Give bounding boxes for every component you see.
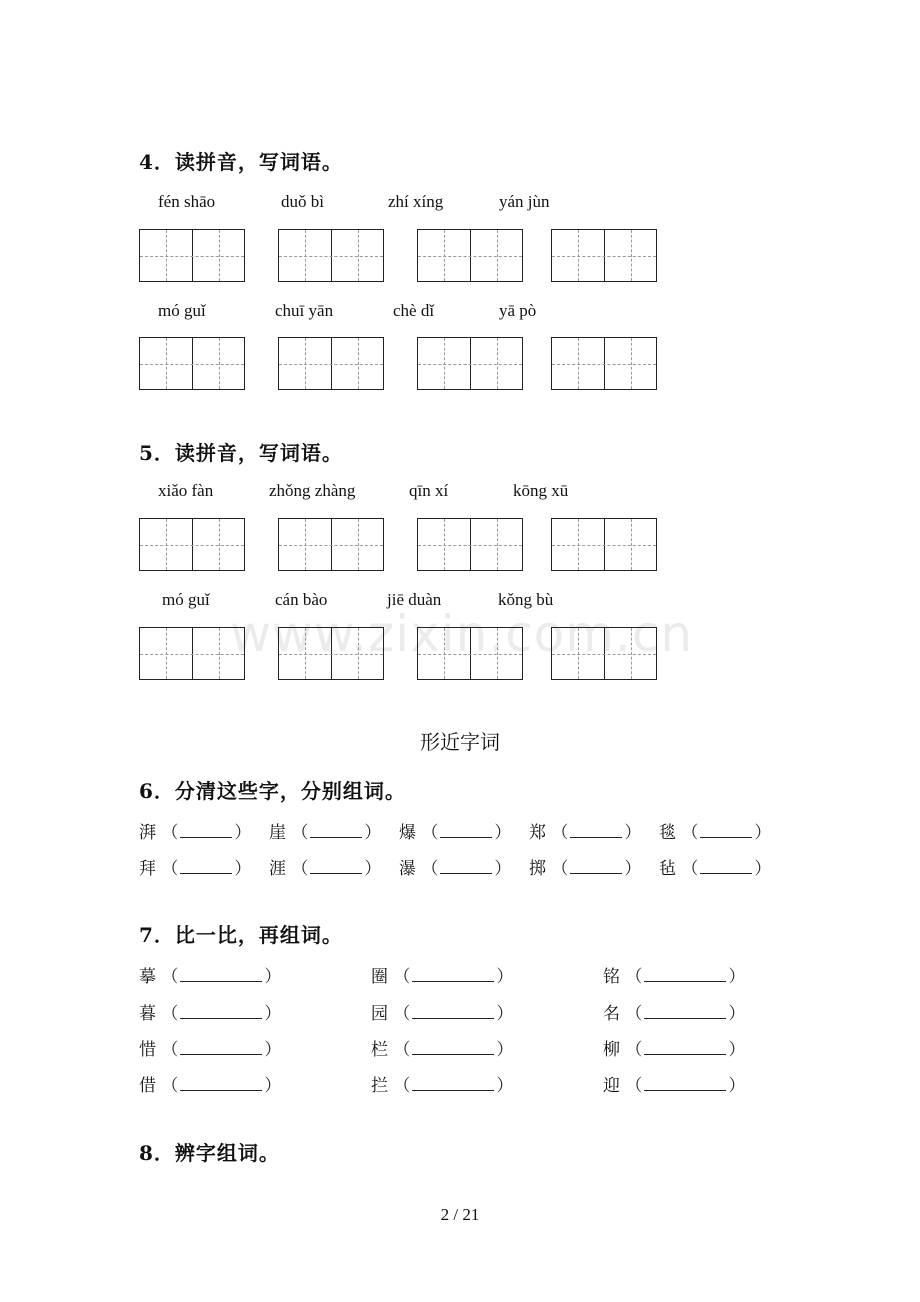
char-item: 湃 （ ） <box>139 823 252 843</box>
question-6-title: 6．分清这些字，分别组词。 <box>139 779 406 803</box>
answer-blank[interactable] <box>180 1040 262 1055</box>
char: 毡 <box>659 859 676 879</box>
answer-blank[interactable] <box>412 1040 494 1055</box>
writing-box[interactable] <box>278 337 384 390</box>
char: 掷 <box>529 859 546 879</box>
answer-blank[interactable] <box>440 859 492 874</box>
answer-blank[interactable] <box>412 967 494 982</box>
answer-blank[interactable] <box>412 1004 494 1019</box>
char: 拜 <box>139 859 156 879</box>
char-item: 崖 （ ） <box>269 823 382 843</box>
char: 崖 <box>269 823 286 843</box>
writing-box[interactable] <box>551 229 657 282</box>
pinyin-label: fén shāo <box>158 192 216 211</box>
char-item: 栏 （ ） <box>371 1040 514 1060</box>
question-8-title: 8．辨字组词。 <box>139 1141 280 1165</box>
char-item: 爆 （ ） <box>399 823 512 843</box>
char-item: 名 （ ） <box>603 1004 746 1024</box>
writing-box[interactable] <box>417 229 523 282</box>
char: 园 <box>371 1004 388 1024</box>
pinyin-label: zhǒng zhàng <box>269 481 356 500</box>
answer-blank[interactable] <box>310 823 362 838</box>
char-item: 铭 （ ） <box>603 967 746 987</box>
writing-box[interactable] <box>417 337 523 390</box>
pinyin-label: kōng xū <box>513 481 569 500</box>
char-item: 圈 （ ） <box>371 967 514 987</box>
char: 借 <box>139 1076 156 1096</box>
section-title: 形近字词 <box>420 730 500 754</box>
char: 湃 <box>139 823 156 843</box>
char: 铭 <box>603 967 620 987</box>
answer-blank[interactable] <box>180 1004 262 1019</box>
char-item: 拜 （ ） <box>139 859 252 879</box>
question-7-title: 7．比一比，再组词。 <box>139 923 343 947</box>
char-item: 园 （ ） <box>371 1004 514 1024</box>
char-item: 借 （ ） <box>139 1076 282 1096</box>
answer-blank[interactable] <box>412 1076 494 1091</box>
pinyin-label: jiē duàn <box>387 590 442 609</box>
char-item: 惜 （ ） <box>139 1040 282 1060</box>
char: 栏 <box>371 1040 388 1060</box>
question-5-title: 5．读拼音，写词语。 <box>139 441 343 465</box>
char-item: 郑 （ ） <box>529 823 642 843</box>
pinyin-label: yán jùn <box>499 192 550 211</box>
answer-blank[interactable] <box>644 1076 726 1091</box>
writing-box[interactable] <box>551 337 657 390</box>
char: 迎 <box>603 1076 620 1096</box>
page-number: 2 / 21 <box>440 1205 480 1224</box>
answer-blank[interactable] <box>180 1076 262 1091</box>
pinyin-label: qīn xí <box>409 481 449 500</box>
pinyin-label: xiǎo fàn <box>158 481 214 500</box>
answer-blank[interactable] <box>440 823 492 838</box>
watermark: www.zixin.com.cn <box>230 605 694 663</box>
writing-box[interactable] <box>551 627 657 680</box>
char: 名 <box>603 1004 620 1024</box>
pinyin-label: cán bào <box>275 590 328 609</box>
writing-box[interactable] <box>278 627 384 680</box>
answer-blank[interactable] <box>644 1004 726 1019</box>
char: 圈 <box>371 967 388 987</box>
answer-blank[interactable] <box>644 967 726 982</box>
char: 暮 <box>139 1004 156 1024</box>
pinyin-label: yā pò <box>499 301 537 320</box>
pinyin-label: chè dǐ <box>393 301 435 320</box>
writing-box[interactable] <box>139 229 245 282</box>
pinyin-label: kǒng bù <box>498 590 554 609</box>
writing-box[interactable] <box>278 518 384 571</box>
question-4-title: 4．读拼音，写词语。 <box>139 150 343 174</box>
answer-blank[interactable] <box>180 967 262 982</box>
char-item: 迎 （ ） <box>603 1076 746 1096</box>
char-item: 掷 （ ） <box>529 859 642 879</box>
writing-box[interactable] <box>139 627 245 680</box>
char: 拦 <box>371 1076 388 1096</box>
writing-box[interactable] <box>417 627 523 680</box>
char: 惜 <box>139 1040 156 1060</box>
char-item: 柳 （ ） <box>603 1040 746 1060</box>
writing-box[interactable] <box>278 229 384 282</box>
char-item: 毡 （ ） <box>659 859 772 879</box>
char: 爆 <box>399 823 416 843</box>
writing-box[interactable] <box>551 518 657 571</box>
char: 涯 <box>269 859 286 879</box>
char: 柳 <box>603 1040 620 1060</box>
pinyin-label: mó guǐ <box>162 590 210 609</box>
answer-blank[interactable] <box>570 823 622 838</box>
answer-blank[interactable] <box>180 859 232 874</box>
char: 摹 <box>139 967 156 987</box>
answer-blank[interactable] <box>700 823 752 838</box>
answer-blank[interactable] <box>180 823 232 838</box>
char-item: 瀑 （ ） <box>399 859 512 879</box>
writing-box[interactable] <box>139 337 245 390</box>
writing-box[interactable] <box>139 518 245 571</box>
char-item: 暮 （ ） <box>139 1004 282 1024</box>
pinyin-label: chuī yān <box>275 301 334 320</box>
char: 瀑 <box>399 859 416 879</box>
writing-box[interactable] <box>417 518 523 571</box>
answer-blank[interactable] <box>644 1040 726 1055</box>
pinyin-label: duǒ bì <box>281 192 324 211</box>
char-item: 毯 （ ） <box>659 823 772 843</box>
answer-blank[interactable] <box>310 859 362 874</box>
char: 郑 <box>529 823 546 843</box>
answer-blank[interactable] <box>700 859 752 874</box>
char-item: 摹 （ ） <box>139 967 282 987</box>
char: 毯 <box>659 823 676 843</box>
char-item: 拦 （ ） <box>371 1076 514 1096</box>
char-item: 涯 （ ） <box>269 859 382 879</box>
pinyin-label: zhí xíng <box>388 192 444 211</box>
answer-blank[interactable] <box>570 859 622 874</box>
pinyin-label: mó guǐ <box>158 301 206 320</box>
